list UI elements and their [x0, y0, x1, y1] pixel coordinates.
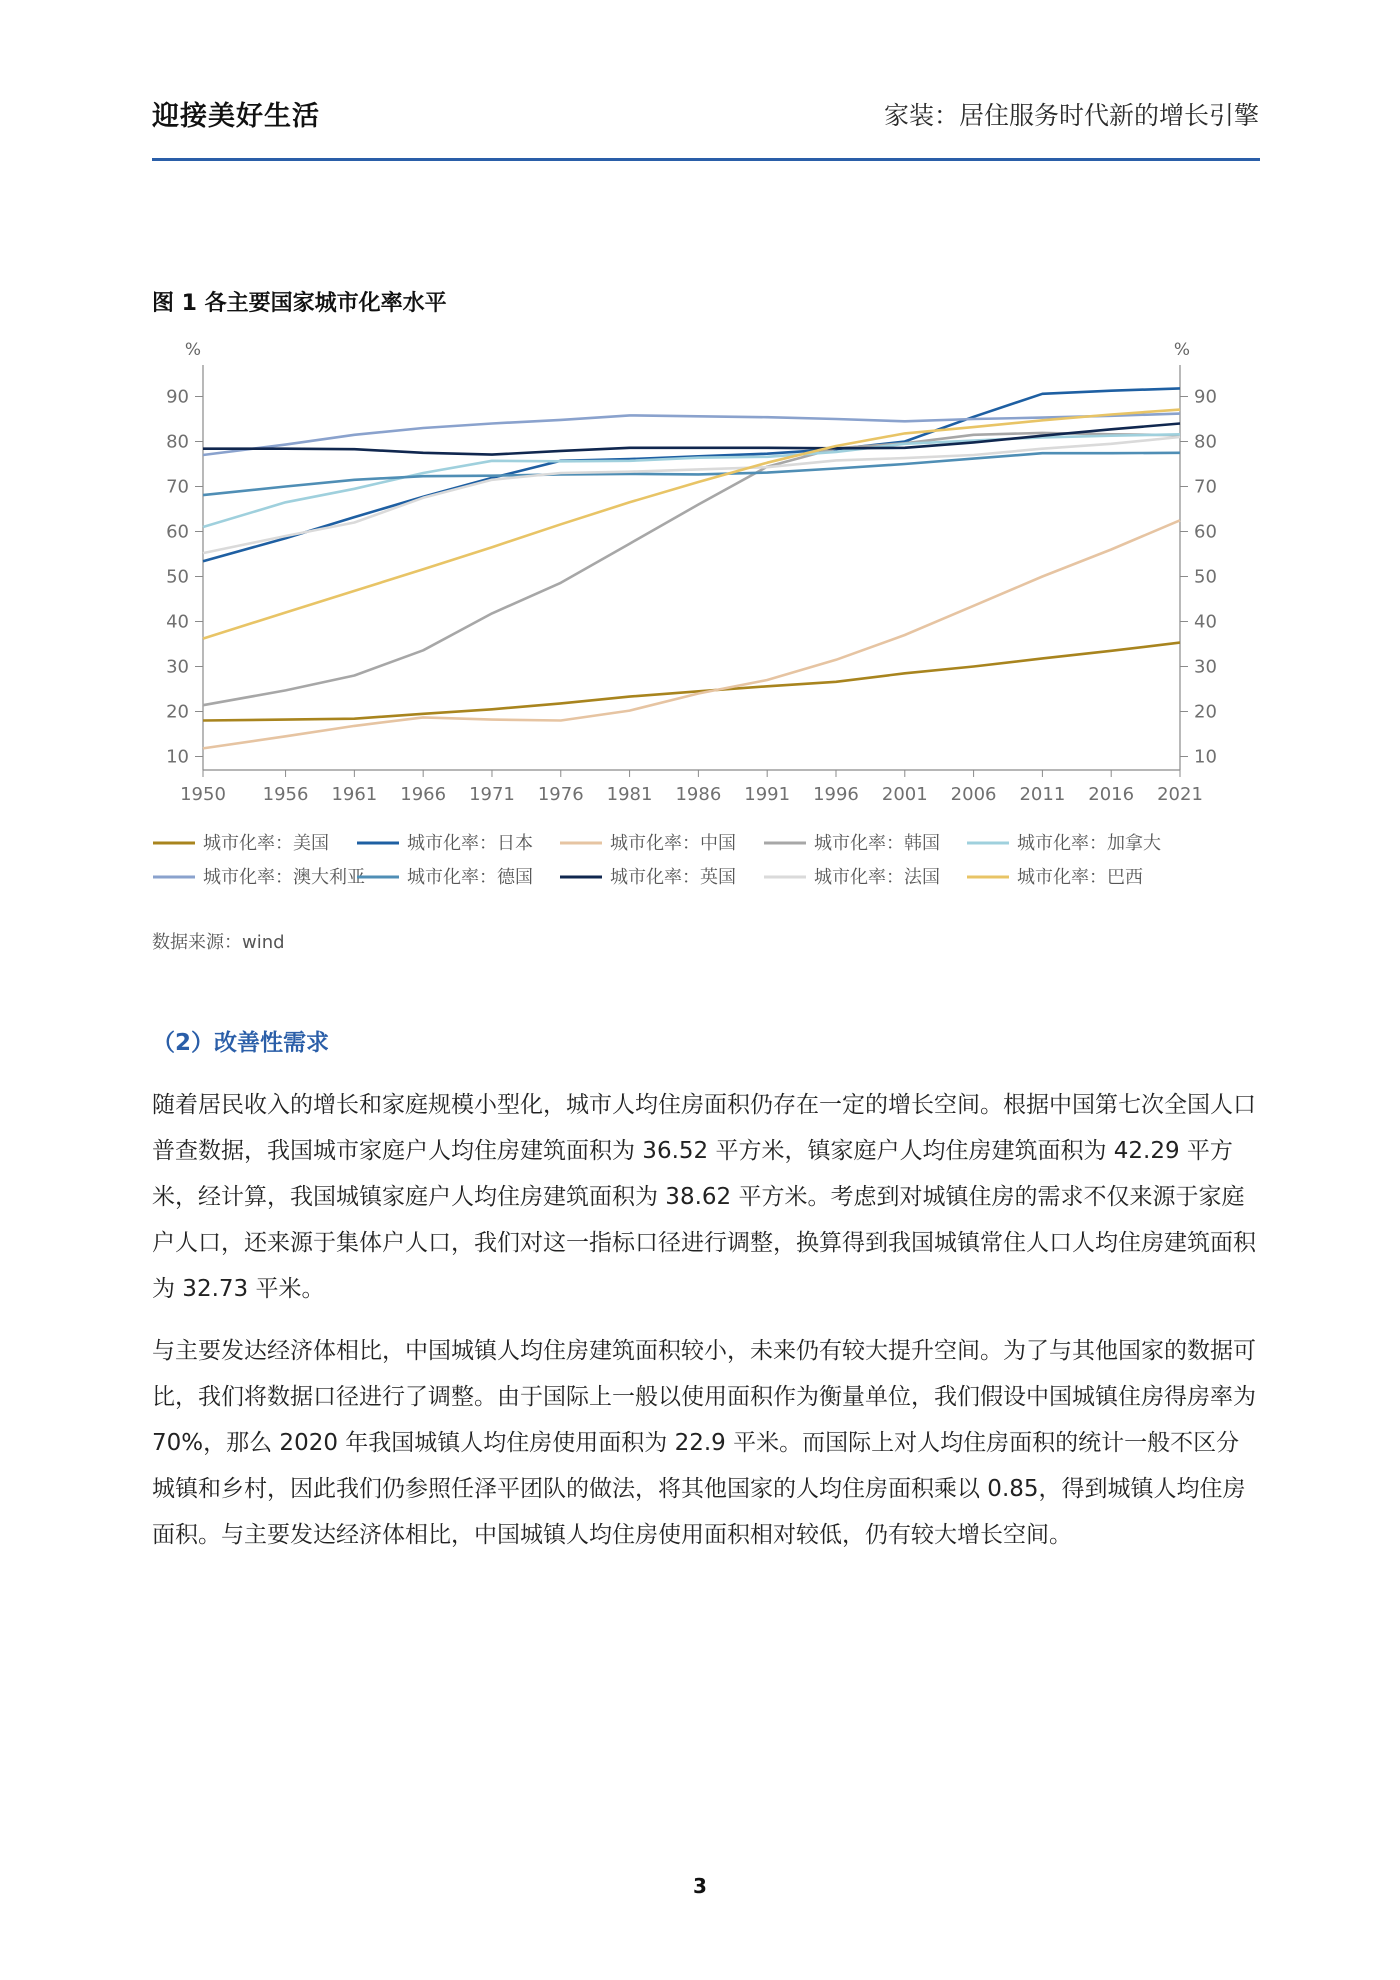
- x-tick-label: 1991: [744, 784, 791, 805]
- y-tick-label-right: 60: [1194, 521, 1217, 543]
- legend-label: 城市化率：巴西: [1017, 867, 1143, 888]
- legend-label: 城市化率：美国: [203, 833, 329, 854]
- figure-title: 图 1 各主要国家城市化率水平: [152, 291, 447, 316]
- series-line: [203, 643, 1180, 721]
- y-tick-label-right: 40: [1194, 611, 1217, 633]
- legend-label: 城市化率：法国: [814, 867, 940, 888]
- y-tick-label-left: 70: [166, 476, 189, 498]
- legend-label: 城市化率：韩国: [814, 833, 940, 854]
- header-brand: 迎接美好生活: [152, 101, 320, 132]
- y-tick-label-right: 20: [1194, 701, 1217, 723]
- y-tick-label-left: 30: [166, 656, 189, 678]
- x-tick-label: 1986: [675, 784, 722, 805]
- paragraph: 与主要发达经济体相比，中国城镇人均住房建筑面积较小，未来仍有较大提升空间。为了与其他国家的数据可比，我们将数据口径进行了调整。由于国际上一般以使用面积作为衡量单位，我们假设中国城镇住房得房率为 70%，那么 2020 年我国城镇人均住房使用面积为 22.9 平米。而国际上对人均住房面积的统计一般不区分城镇和乡村，因此我们仍参照任泽平团队的做法，将其他国家的人均住房面积乘以 0.85，得到城镇人均住房面积。与主要发达经济体相比，中国城镇人均住房使用面积相对较低，仍有较大增长空间。: [152, 1338, 1256, 1548]
- page-number: 3: [693, 1874, 707, 1898]
- y-tick-label-left: 80: [166, 431, 189, 453]
- y-tick-label-left: 90: [166, 386, 189, 408]
- legend-label: 城市化率：加拿大: [1017, 833, 1161, 854]
- y-tick-label-right: 30: [1194, 656, 1217, 678]
- figure-source: 数据来源：wind: [152, 932, 285, 953]
- y-tick-label-left: 60: [166, 521, 189, 543]
- x-tick-label: 2001: [881, 784, 928, 805]
- y-tick-label-right: 70: [1194, 476, 1217, 498]
- y-unit-left: %: [184, 340, 202, 360]
- legend-label: 城市化率：澳大利亚: [203, 867, 365, 888]
- x-tick-label: 1971: [469, 784, 515, 805]
- x-tick-label: 2011: [1019, 784, 1066, 805]
- y-tick-label-left: 20: [166, 701, 189, 723]
- header-document-title: 家装：居住服务时代新的增长引擎: [883, 101, 1259, 130]
- x-tick-label: 1961: [331, 784, 378, 805]
- chart-axes: [166, 340, 1217, 805]
- chart-series-lines: [203, 388, 1180, 748]
- x-tick-label: 1950: [180, 784, 226, 805]
- series-line: [203, 520, 1180, 748]
- x-tick-label: 2006: [950, 784, 997, 805]
- legend-label: 城市化率：德国: [407, 867, 533, 888]
- y-tick-label-left: 40: [166, 611, 189, 633]
- header-divider: [152, 158, 1260, 161]
- y-unit-right: %: [1173, 340, 1191, 360]
- chart-legend: [153, 833, 1161, 888]
- urbanization-line-chart: [140, 335, 1270, 895]
- x-tick-label: 1956: [262, 784, 309, 805]
- x-tick-label: 1996: [813, 784, 859, 805]
- section-heading: （2）改善性需求: [152, 1030, 330, 1056]
- paragraph: 随着居民收入的增长和家庭规模小型化，城市人均住房面积仍存在一定的增长空间。根据中国第七次全国人口普查数据，我国城市家庭户人均住房建筑面积为 36.52 平方米，镇家庭户人均住房建筑面积为 42.29 平方米，经计算，我国城镇家庭户人均住房建筑面积为 38.62 平方米。考虑到对城镇住房的需求不仅来源于家庭户人口，还来源于集体户人口，我们对这一指标口径进行调整，换算得到我国城镇常住人口人均住房建筑面积为 32.73 平米。: [152, 1092, 1256, 1302]
- y-tick-label-right: 50: [1194, 566, 1217, 588]
- legend-label: 城市化率：英国: [610, 867, 736, 888]
- y-tick-label-left: 10: [166, 746, 189, 768]
- x-tick-label: 1966: [400, 784, 447, 805]
- y-tick-label-right: 10: [1194, 746, 1217, 768]
- x-tick-label: 1976: [537, 784, 584, 805]
- legend-label: 城市化率：日本: [407, 833, 533, 854]
- x-tick-label: 1981: [606, 784, 653, 805]
- legend-label: 城市化率：中国: [610, 833, 736, 854]
- y-tick-label-right: 90: [1194, 386, 1217, 408]
- x-tick-label: 2021: [1157, 784, 1203, 805]
- y-tick-label-left: 50: [166, 566, 189, 588]
- x-tick-label: 2016: [1088, 784, 1135, 805]
- y-tick-label-right: 80: [1194, 431, 1217, 453]
